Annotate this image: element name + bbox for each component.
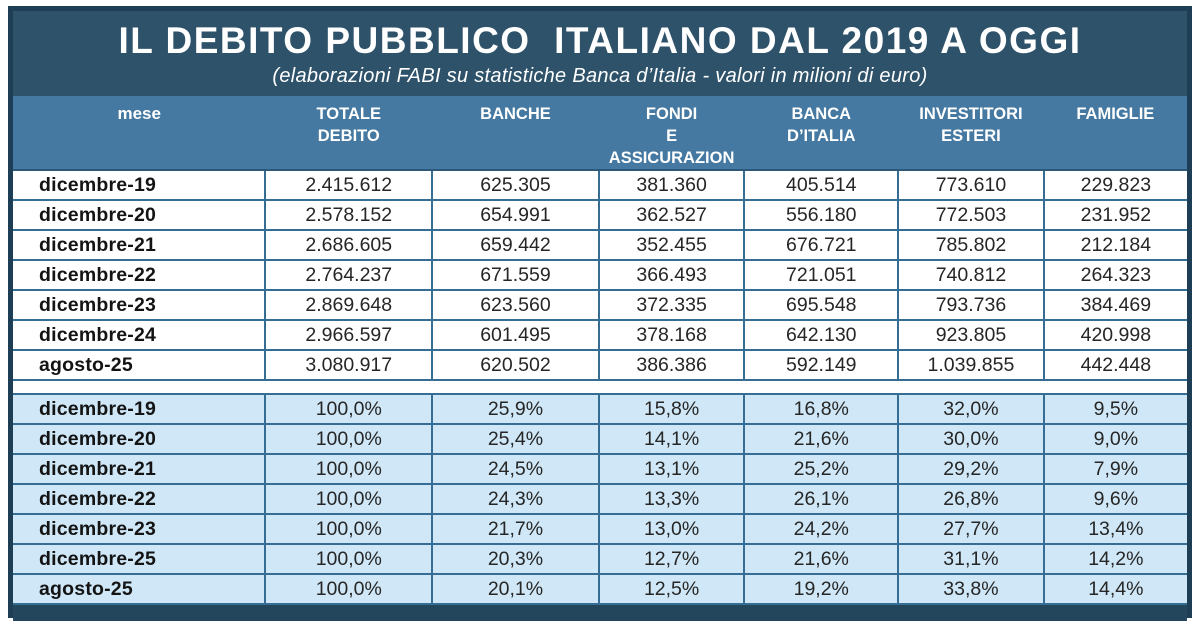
data-cell: 654.991 <box>432 200 599 230</box>
data-cell: 24,5% <box>432 454 599 484</box>
column-header-totale_debito: TOTALE DEBITO <box>265 96 432 171</box>
data-cell: 3.080.917 <box>265 350 432 380</box>
data-cell: 625.305 <box>432 170 599 200</box>
data-cell: 25,2% <box>744 454 898 484</box>
table-row <box>13 514 1187 544</box>
column-header-fondi_assicurazioni: FONDI E ASSICURAZION <box>599 96 745 171</box>
table-row <box>13 260 1187 290</box>
data-cell: 1.039.855 <box>898 350 1044 380</box>
data-cell: 32,0% <box>898 394 1044 424</box>
data-cell: 642.130 <box>744 320 898 350</box>
data-cell: 676.721 <box>744 230 898 260</box>
column-header-banca_ditalia: BANCA D’ITALIA <box>744 96 898 171</box>
row-label: dicembre-20 <box>13 424 265 454</box>
data-cell: 2.578.152 <box>265 200 432 230</box>
data-cell: 695.548 <box>744 290 898 320</box>
data-cell: 100,0% <box>265 394 432 424</box>
table-row <box>13 290 1187 320</box>
column-header-famiglie: FAMIGLIE <box>1044 96 1187 171</box>
data-cell: 9,6% <box>1044 484 1187 514</box>
data-cell: 25,4% <box>432 424 599 454</box>
data-cell: 100,0% <box>265 454 432 484</box>
data-cell: 386.386 <box>599 350 745 380</box>
data-cell: 14,4% <box>1044 574 1187 604</box>
table-row <box>13 170 1187 200</box>
data-cell: 7,9% <box>1044 454 1187 484</box>
data-cell: 229.823 <box>1044 170 1187 200</box>
data-cell: 25,9% <box>432 394 599 424</box>
table-row <box>13 350 1187 380</box>
debt-absolute-table <box>13 96 1187 382</box>
data-cell: 21,6% <box>744 544 898 574</box>
column-header-investitori_esteri: INVESTITORI ESTERI <box>898 96 1044 171</box>
data-cell: 19,2% <box>744 574 898 604</box>
row-label: dicembre-21 <box>13 454 265 484</box>
data-cell: 592.149 <box>744 350 898 380</box>
data-cell: 264.323 <box>1044 260 1187 290</box>
data-cell: 14,1% <box>599 424 745 454</box>
data-cell: 772.503 <box>898 200 1044 230</box>
data-cell: 12,5% <box>599 574 745 604</box>
table-row <box>13 484 1187 514</box>
data-cell: 29,2% <box>898 454 1044 484</box>
data-cell: 13,4% <box>1044 514 1187 544</box>
column-header-mese: mese <box>13 96 265 171</box>
column-header-banche: BANCHE <box>432 96 599 171</box>
row-label: dicembre-24 <box>13 320 265 350</box>
data-cell: 381.360 <box>599 170 745 200</box>
row-label: dicembre-19 <box>13 170 265 200</box>
data-cell: 2.415.612 <box>265 170 432 200</box>
data-cell: 12,7% <box>599 544 745 574</box>
data-cell: 31,1% <box>898 544 1044 574</box>
page-title: IL DEBITO PUBBLICO ITALIANO DAL 2019 A OGGI <box>118 20 1082 61</box>
data-cell: 620.502 <box>432 350 599 380</box>
data-cell: 100,0% <box>265 514 432 544</box>
data-cell: 721.051 <box>744 260 898 290</box>
data-cell: 2.686.605 <box>265 230 432 260</box>
data-cell: 100,0% <box>265 574 432 604</box>
row-label: dicembre-21 <box>13 230 265 260</box>
data-cell: 405.514 <box>744 170 898 200</box>
data-cell: 785.802 <box>898 230 1044 260</box>
data-cell: 20,1% <box>432 574 599 604</box>
data-cell: 362.527 <box>599 200 745 230</box>
data-cell: 793.736 <box>898 290 1044 320</box>
data-cell: 442.448 <box>1044 350 1187 380</box>
table-row <box>13 424 1187 454</box>
data-cell: 352.455 <box>599 230 745 260</box>
row-label: dicembre-20 <box>13 200 265 230</box>
row-label: dicembre-22 <box>13 260 265 290</box>
poster-frame <box>8 6 1192 618</box>
data-cell: 601.495 <box>432 320 599 350</box>
data-cell: 13,3% <box>599 484 745 514</box>
debt-percent-table <box>13 393 1187 605</box>
row-label: dicembre-22 <box>13 484 265 514</box>
data-cell: 16,8% <box>744 394 898 424</box>
data-cell: 372.335 <box>599 290 745 320</box>
section-gap <box>13 381 1187 393</box>
row-label: dicembre-19 <box>13 394 265 424</box>
data-cell: 26,1% <box>744 484 898 514</box>
row-label: agosto-25 <box>13 574 265 604</box>
data-cell: 100,0% <box>265 484 432 514</box>
data-cell: 20,3% <box>432 544 599 574</box>
data-cell: 740.812 <box>898 260 1044 290</box>
data-cell: 378.168 <box>599 320 745 350</box>
bottom-bar <box>13 605 1187 621</box>
data-cell: 9,5% <box>1044 394 1187 424</box>
data-cell: 21,7% <box>432 514 599 544</box>
data-cell: 231.952 <box>1044 200 1187 230</box>
data-cell: 9,0% <box>1044 424 1187 454</box>
data-cell: 100,0% <box>265 424 432 454</box>
data-cell: 556.180 <box>744 200 898 230</box>
data-cell: 2.764.237 <box>265 260 432 290</box>
data-cell: 366.493 <box>599 260 745 290</box>
page-subtitle: (elaborazioni FABI su statistiche Banca d’Italia - valori in milioni di euro) <box>272 64 928 87</box>
table-row <box>13 544 1187 574</box>
data-cell: 384.469 <box>1044 290 1187 320</box>
data-cell: 33,8% <box>898 574 1044 604</box>
data-cell: 24,2% <box>744 514 898 544</box>
data-cell: 13,0% <box>599 514 745 544</box>
row-label: dicembre-23 <box>13 514 265 544</box>
data-cell: 30,0% <box>898 424 1044 454</box>
data-cell: 923.805 <box>898 320 1044 350</box>
data-cell: 24,3% <box>432 484 599 514</box>
title-block <box>13 11 1187 96</box>
table-row <box>13 394 1187 424</box>
row-label: dicembre-23 <box>13 290 265 320</box>
table-row <box>13 454 1187 484</box>
table-header-row <box>13 96 1187 171</box>
data-cell: 420.998 <box>1044 320 1187 350</box>
data-cell: 13,1% <box>599 454 745 484</box>
data-cell: 2.966.597 <box>265 320 432 350</box>
table-row <box>13 574 1187 604</box>
row-label: dicembre-25 <box>13 544 265 574</box>
data-cell: 212.184 <box>1044 230 1187 260</box>
table-row <box>13 230 1187 260</box>
data-cell: 27,7% <box>898 514 1044 544</box>
data-cell: 26,8% <box>898 484 1044 514</box>
data-cell: 623.560 <box>432 290 599 320</box>
data-cell: 100,0% <box>265 544 432 574</box>
row-label: agosto-25 <box>13 350 265 380</box>
table-row <box>13 200 1187 230</box>
data-cell: 2.869.648 <box>265 290 432 320</box>
data-cell: 15,8% <box>599 394 745 424</box>
data-cell: 21,6% <box>744 424 898 454</box>
table-row <box>13 320 1187 350</box>
data-cell: 773.610 <box>898 170 1044 200</box>
data-cell: 659.442 <box>432 230 599 260</box>
data-cell: 671.559 <box>432 260 599 290</box>
data-cell: 14,2% <box>1044 544 1187 574</box>
